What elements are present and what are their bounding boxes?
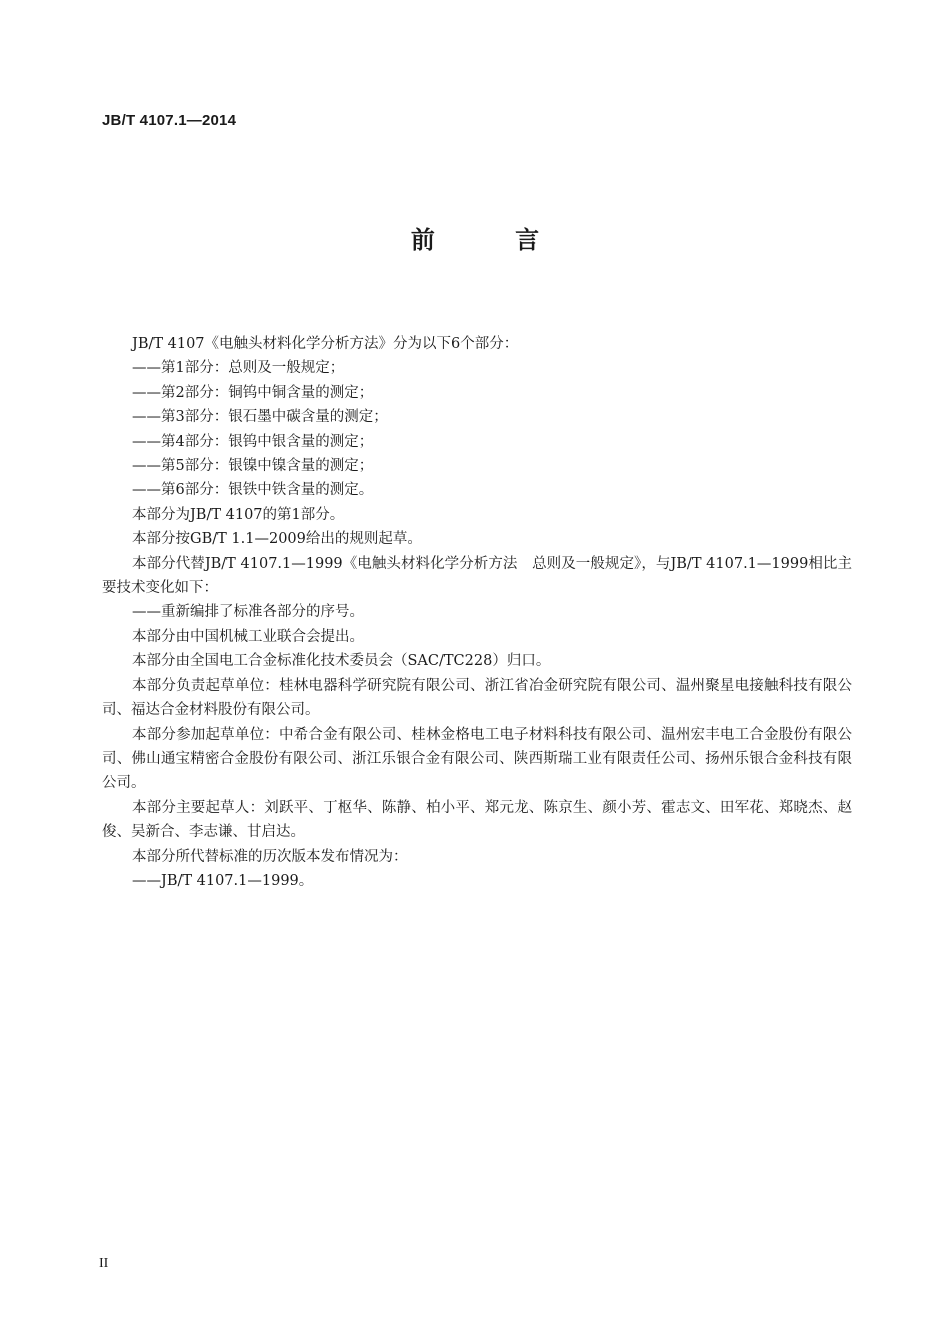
paragraph: ——第1部分：总则及一般规定； xyxy=(132,360,345,377)
paragraph: ——第4部分：银钨中银含量的测定； xyxy=(132,433,374,450)
paragraph: 本部分参加起草单位：中希合金有限公司、桂林金格电工电子材料科技有限公司、温州宏丰电工合金股份有限公司、佛山通宝精密合金股份有限公司、浙江乐银合金有限公司、陕西斯瑞工业有限责任公司、扬州乐银合金科技有限公司。 xyxy=(102,726,852,792)
paragraph: ——第5部分：银镍中镍含量的测定； xyxy=(132,458,374,475)
paragraph: 本部分负责起草单位：桂林电器科学研究院有限公司、浙江省冶金研究院有限公司、温州聚星电接触科技有限公司、福达合金材料股份有限公司。 xyxy=(102,677,852,719)
standard-code: JB/T 4107.1—2014 xyxy=(102,112,237,129)
paragraph: 本部分按GB/T 1.1—2009给出的规则起草。 xyxy=(132,531,422,548)
paragraph: JB/T 4107《电触头材料化学分析方法》分为以下6个部分： xyxy=(132,336,519,352)
paragraph: ——第2部分：铜钨中铜含量的测定； xyxy=(132,384,374,401)
paragraph: 本部分由全国电工合金标准化技术委员会（SAC/TC228）归口。 xyxy=(132,653,551,670)
paragraph: 本部分代替JB/T 4107.1—1999《电触头材料化学分析方法 总则及一般规定》，与JB/T 4107.1—1999相比主要技术变化如下： xyxy=(102,555,852,597)
paragraph: ——JB/T 4107.1—1999。 xyxy=(132,872,314,889)
paragraph: 本部分为JB/T 4107的第1部分。 xyxy=(132,506,345,523)
document-body xyxy=(102,332,852,893)
page-number: II xyxy=(99,1256,109,1271)
paragraph: 本部分所代替标准的历次版本发布情况为： xyxy=(132,848,408,865)
paragraph: ——重新编排了标准各部分的序号。 xyxy=(132,604,364,621)
paragraph: 本部分主要起草人：刘跃平、丁枢华、陈静、柏小平、郑元龙、陈京生、颜小芳、霍志文、田军花、郑晓杰、赵俊、吴新合、李志谦、甘启达。 xyxy=(102,799,852,841)
paragraph: 本部分由中国机械工业联合会提出。 xyxy=(132,628,364,645)
paragraph: ——第6部分：银铁中铁含量的测定。 xyxy=(132,482,374,499)
paragraph: ——第3部分：银石墨中碳含量的测定； xyxy=(132,409,388,426)
page-title: 前 言 xyxy=(410,226,576,254)
